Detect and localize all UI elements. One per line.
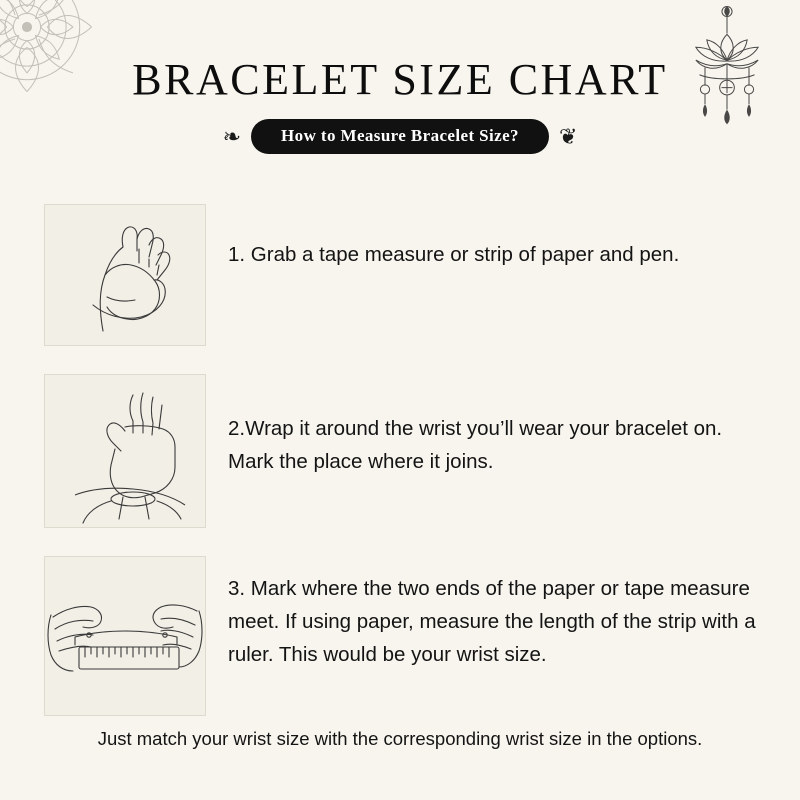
step-3-figure	[44, 556, 206, 716]
page-header	[0, 54, 800, 154]
step-3-text: 3. Mark where the two ends of the paper or tape measure meet. If using paper, measure the length of the strip with a ruler. This would be your wrist size.	[228, 577, 756, 667]
hands-measuring-paper-strip-with-ruler-illustration	[45, 557, 205, 715]
footer-note: Just match your wrist size with the corresponding wrist size in the options.	[97, 728, 703, 749]
list-item	[44, 374, 760, 528]
step-2-text: 2.Wrap it around the wrist you’ll wear your bracelet on. Mark the place where it joins.	[228, 417, 723, 474]
step-2-figure	[44, 374, 206, 528]
page-title: BRACELET SIZE CHART	[132, 55, 668, 104]
flourish-left-icon: ❧	[222, 123, 242, 149]
steps-list	[44, 204, 760, 744]
subtitle-badge: How to Measure Bracelet Size?	[251, 119, 549, 154]
step-1-figure	[44, 204, 206, 346]
hand-wrapping-tape-around-wrist-illustration	[45, 375, 205, 527]
hand-with-tape-measure-illustration	[45, 205, 205, 345]
list-item	[44, 556, 760, 716]
step-1-text: 1. Grab a tape measure or strip of paper and pen.	[228, 243, 680, 266]
subtitle-row	[0, 119, 800, 154]
flourish-right-icon: ❦	[558, 123, 578, 149]
list-item	[44, 204, 760, 346]
